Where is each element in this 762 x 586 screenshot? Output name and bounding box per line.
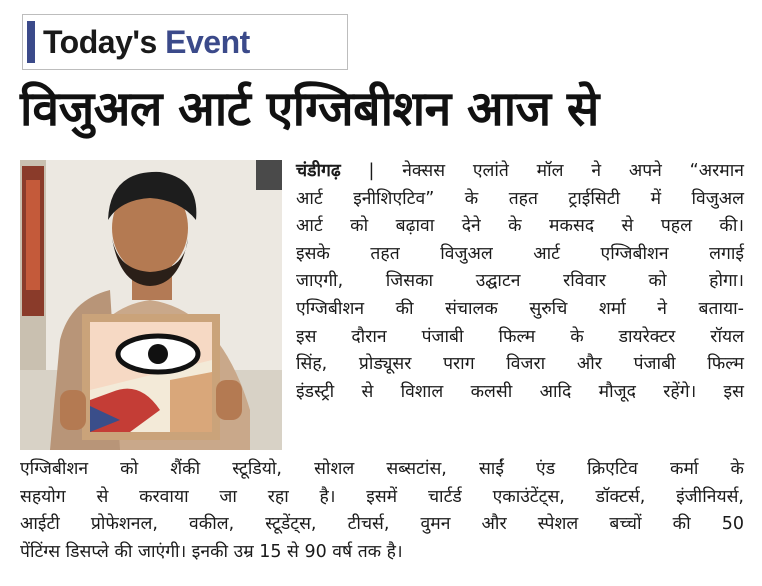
article-line: आर्ट को बढ़ावा देने के मकसद से पहल की। — [296, 216, 744, 237]
article-photo — [20, 160, 282, 450]
article-body-full — [20, 456, 744, 566]
article-body-right — [296, 158, 744, 406]
man-with-painting-illustration — [20, 160, 282, 450]
article-line — [296, 158, 744, 186]
dateline-separator: | — [340, 161, 403, 181]
article-line: इस दौरान पंजाबी फिल्म के डायरेक्टर रॉयल — [296, 326, 744, 347]
article-line: इसके तहत विजुअल आर्ट एग्जिबीशन लगाई — [296, 243, 744, 264]
article-line: आईटी प्रोफेशनल, वकील, स्टूडेंट्स, टीचर्स, वुमन और स्पेशल बच्चों की 50 — [20, 514, 744, 535]
article-line: सिंह, प्रोड्यूसर पराग विजरा और पंजाबी फिल्म — [296, 354, 744, 375]
article-line: इंडस्ट्री से विशाल कलसी आदि मौजूद रहेंगे। इस — [296, 381, 744, 402]
article-line: आर्ट इनीशिएटिव” के तहत ट्राईसिटी में विजुअल — [296, 188, 744, 209]
dateline: चंडीगढ़ — [296, 161, 341, 181]
section-label-box — [22, 14, 348, 70]
article-line-text: नेक्सस एलांते मॉल ने अपने “अरमान — [402, 161, 744, 181]
section-accent-bar — [27, 21, 35, 63]
section-label-word1: Today's — [43, 24, 157, 60]
article-line: पेंटिंग्स डिसप्ले की जाएंगी। इनकी उम्र 15 से 90 वर्ष तक है। — [20, 541, 403, 562]
article-line: एग्जिबीशन की संचालक सुरुचि शर्मा ने बताया- — [296, 298, 744, 319]
section-label — [43, 21, 250, 63]
article-line: सहयोग से करवाया जा रहा है। इसमें चार्टर्ड एकाउंटेंट्स, डॉक्टर्स, इंजीनियर्स, — [20, 486, 744, 507]
section-label-word2: Event — [165, 24, 250, 60]
headline: विजुअल आर्ट एग्जिबीशन आज से — [20, 81, 599, 137]
article-line: एग्जिबीशन को शैंकी स्टूडियो, सोशल सब्सटांस, साईं एंड क्रिएटिव कर्मा के — [20, 459, 744, 479]
article-line: जाएगी, जिसका उद्घाटन रविवार को होगा। — [296, 271, 744, 292]
